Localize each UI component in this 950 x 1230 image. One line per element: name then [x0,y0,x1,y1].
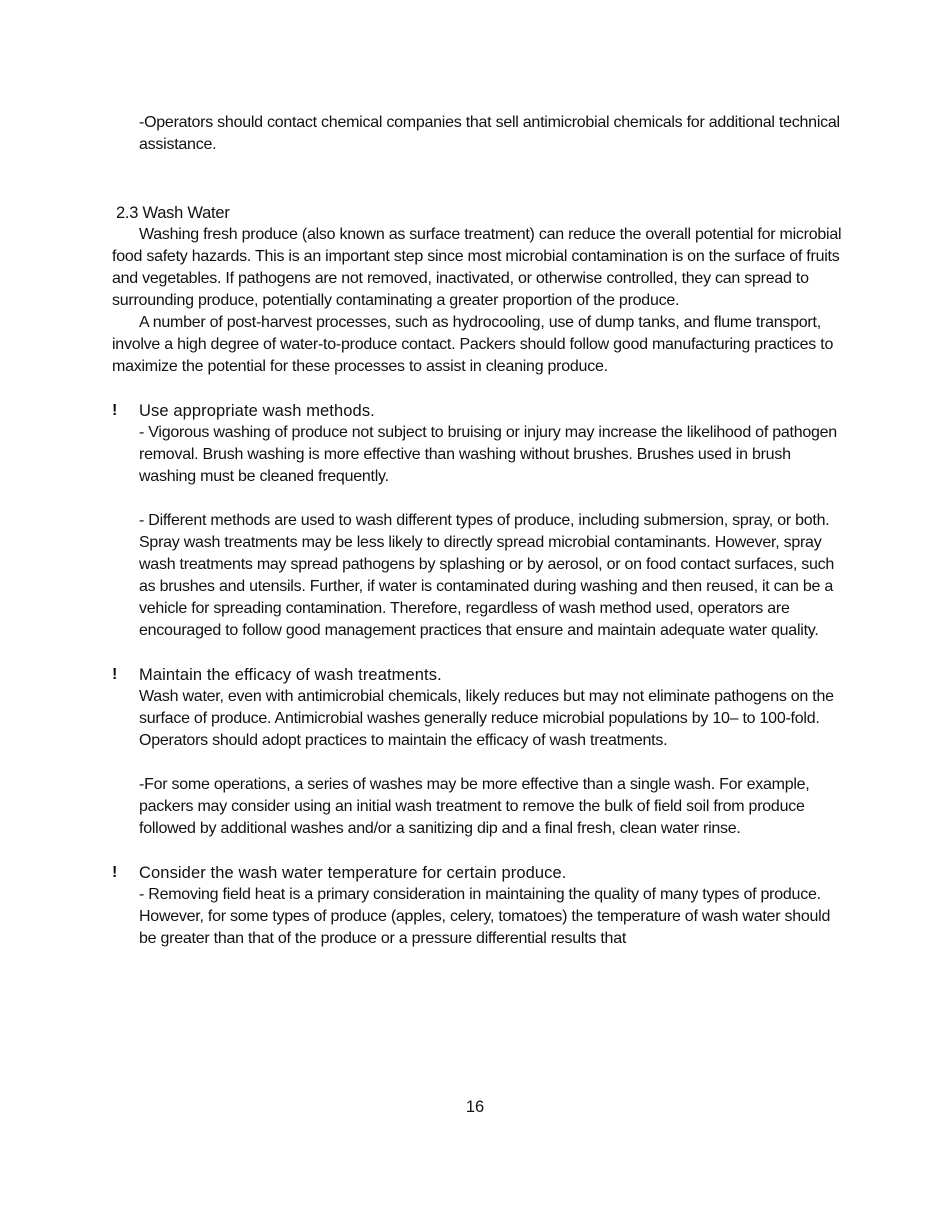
bullet-paragraph: - Different methods are used to wash different types of produce, including submersion, spray, or both. Spray wash treatments may be less likely to directly spread microbial contaminants. However, spray wash treatments may spread pathogens by splashing or by aerosol, or on food contact surfaces, such as brushes and utensils. Further, if water is contaminated during washing and then reused, it can be a vehicle for spreading contamination. Therefore, regardless of wash method used, operators are encouraged to follow good management practices that ensure and maintain adequate water quality. [139,512,835,639]
section-paragraph: A number of post-harvest processes, such as hydrocooling, use of dump tanks, and flume transport, involve a high degree of water-to-produce contact. Packers should follow good manufacturing practices to maximize the potential for these processes to assist in cleaning produce. [112,314,834,375]
bullet-item [112,862,842,950]
section-paragraph: Washing fresh produce (also known as surface treatment) can reduce the overall potential for microbial food safety hazards. This is an important step since most microbial contamination is on the surface of fruits and vegetables. If pathogens are not removed, inactivated, or otherwise controlled, they can spread to surrounding produce, potentially contaminating a greater proportion of the produce. [112,226,842,309]
bullet-mark: ! [112,666,118,683]
intro-note: -Operators should contact chemical companies that sell antimicrobial chemicals for additional technical assistance. [139,114,840,153]
page-number: 16 [465,1098,485,1116]
page-content [112,112,842,950]
bullet-paragraph: -For some operations, a series of washes may be more effective than a single wash. For example, packers may consider using an initial wash treatment to remove the bulk of field soil from produce followed by additional washes and/or a sanitizing dip and a final fresh, clean water rinse. [139,776,810,837]
bullet-paragraph: - Removing field heat is a primary consideration in maintaining the quality of many types of produce. However, for some types of produce (apples, celery, tomatoes) the temperature of wash water should be greater than that of the produce or a pressure differential results that [139,886,831,947]
bullet-title: Maintain the efficacy of wash treatments. [139,666,442,684]
bullet-item [112,400,842,642]
bullet-paragraph: - Vigorous washing of produce not subject to bruising or injury may increase the likelihood of pathogen removal. Brush washing is more effective than washing without brushes. Brushes used in brush washing must be cleaned frequently. [139,424,837,485]
bullet-item [112,664,842,840]
bullet-paragraph: Wash water, even with antimicrobial chemicals, likely reduces but may not eliminate pathogens on the surface of produce. Antimicrobial washes generally reduce microbial populations by 10– to 100-fold. Operators should adopt practices to maintain the efficacy of wash treatments. [139,688,834,749]
bullet-title: Use appropriate wash methods. [139,402,375,420]
bullet-title: Consider the wash water temperature for certain produce. [139,864,567,882]
bullet-mark: ! [112,402,118,419]
bullet-mark: ! [112,864,118,881]
section-heading: 2.3 Wash Water [116,204,230,222]
